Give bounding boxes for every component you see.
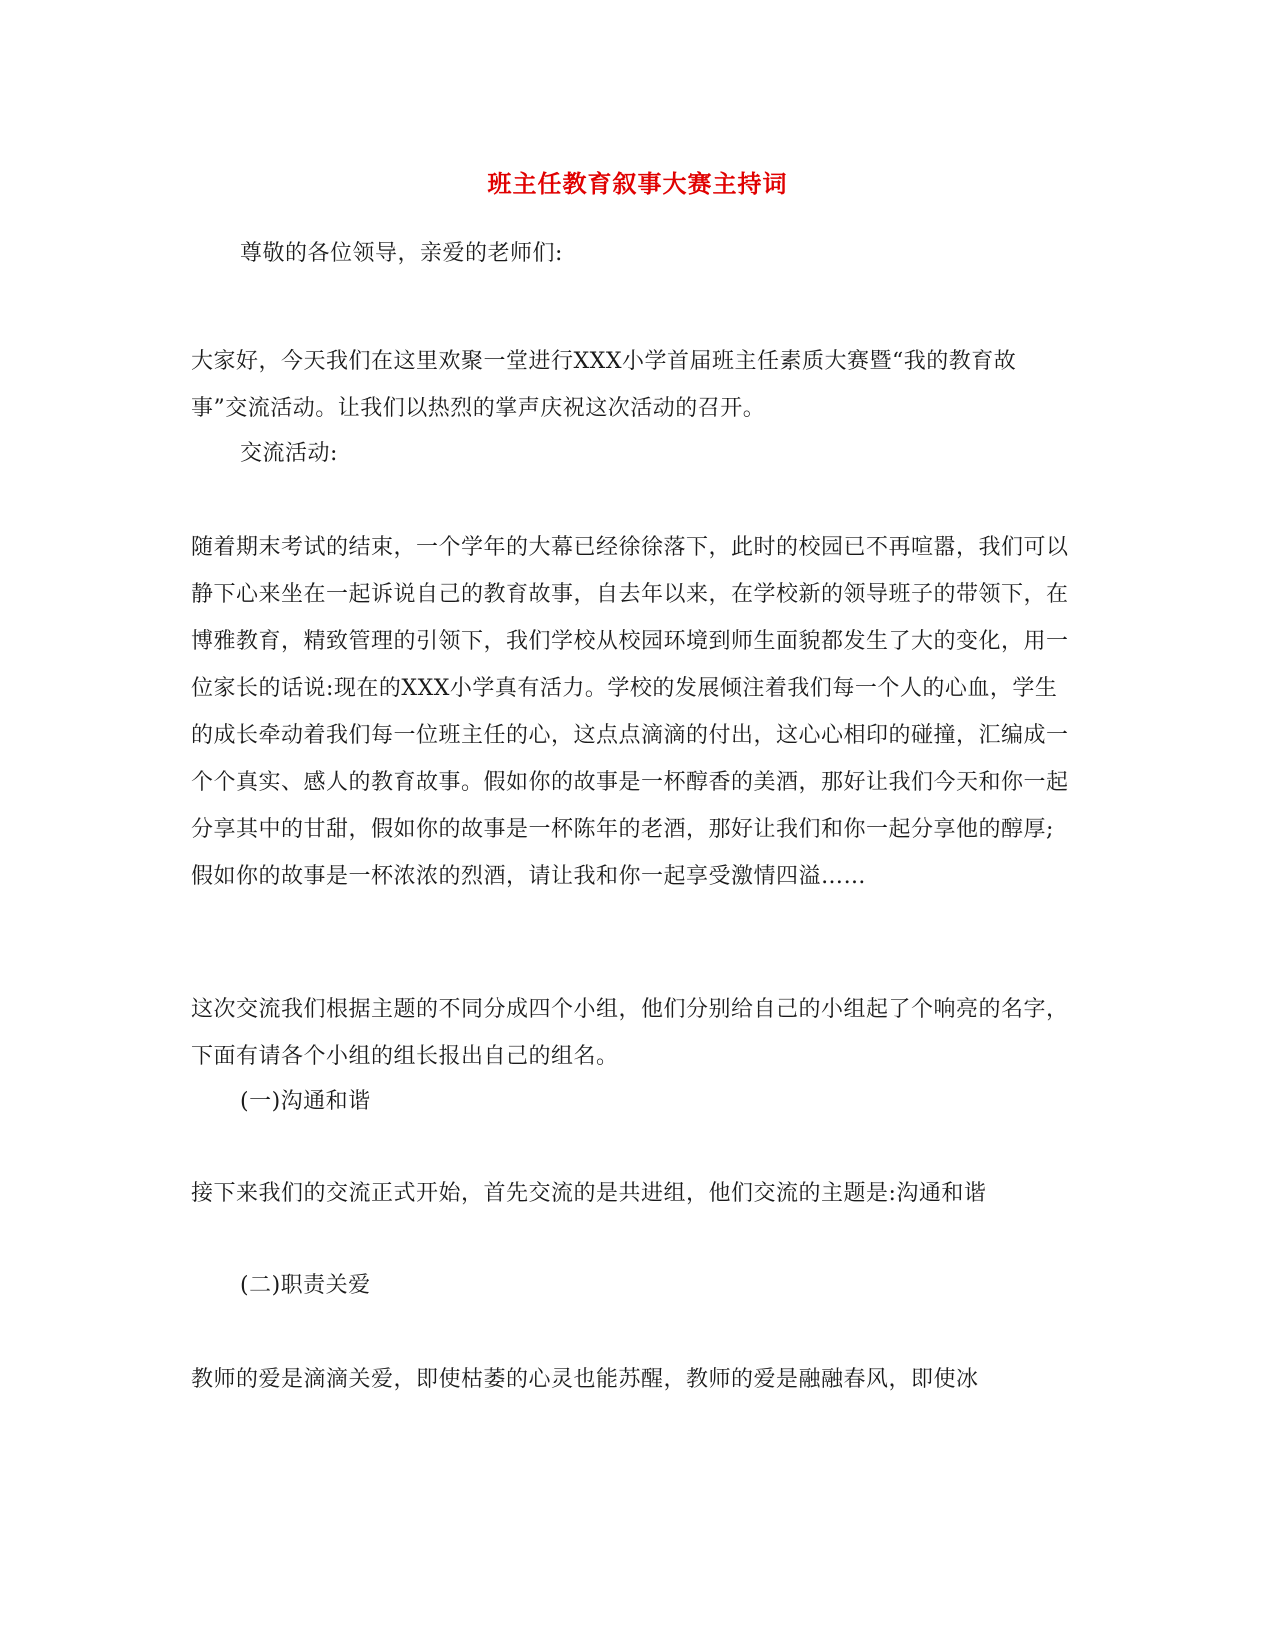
section-heading-two: (二)职责关爱 (240, 1273, 371, 1298)
section-heading-exchange: 交流活动: (240, 441, 338, 466)
body-paragraph-love: 教师的爱是滴滴关爱，即使枯萎的心灵也能苏醒，教师的爱是融融春风，即使冰 (191, 1367, 979, 1392)
document-title: 班主任教育叙事大赛主持词 (487, 169, 788, 198)
body-paragraph-groups: 这次交流我们根据主题的不同分成四个小组，他们分别给自己的小组起了个响亮的名字，下面有请各个小组的组长报出自己的组名。 (191, 997, 1069, 1069)
opening-paragraph: 大家好，今天我们在这里欢聚一堂进行XXX小学首届班主任素质大赛暨“我的教育故事”交流活动。让我们以热烈的掌声庆祝这次活动的召开。 (191, 349, 1017, 421)
body-paragraph-stories: 随着期末考试的结束，一个学年的大幕已经徐徐落下，此时的校园已不再喧嚣，我们可以静下心来坐在一起诉说自己的教育故事，自去年以来，在学校新的领导班子的带领下，在博雅教育，精致管理的引领下，我们学校从校园环境到师生面貌都发生了大的变化，用一位家长的话说:现在的XXX小学真有活力。学校的发展倾注着我们每一个人的心血，学生的成长牵动着我们每一位班主任的心，这点点滴滴的付出，这心心相印的碰撞，汇编成一个个真实、感人的教育故事。假如你的故事是一杯醇香的美酒，那好让我们今天和你一起分享其中的甘甜，假如你的故事是一杯陈年的老酒，那好让我们和你一起分享他的醇厚;假如你的故事是一杯浓浓的烈酒，请让我和你一起享受激情四溢…… (191, 535, 1069, 889)
body-paragraph-start: 接下来我们的交流正式开始，首先交流的是共进组，他们交流的主题是:沟通和谐 (191, 1181, 987, 1206)
salutation-paragraph: 尊敬的各位领导，亲爱的老师们: (240, 241, 563, 266)
section-heading-one: (一)沟通和谐 (240, 1089, 371, 1114)
